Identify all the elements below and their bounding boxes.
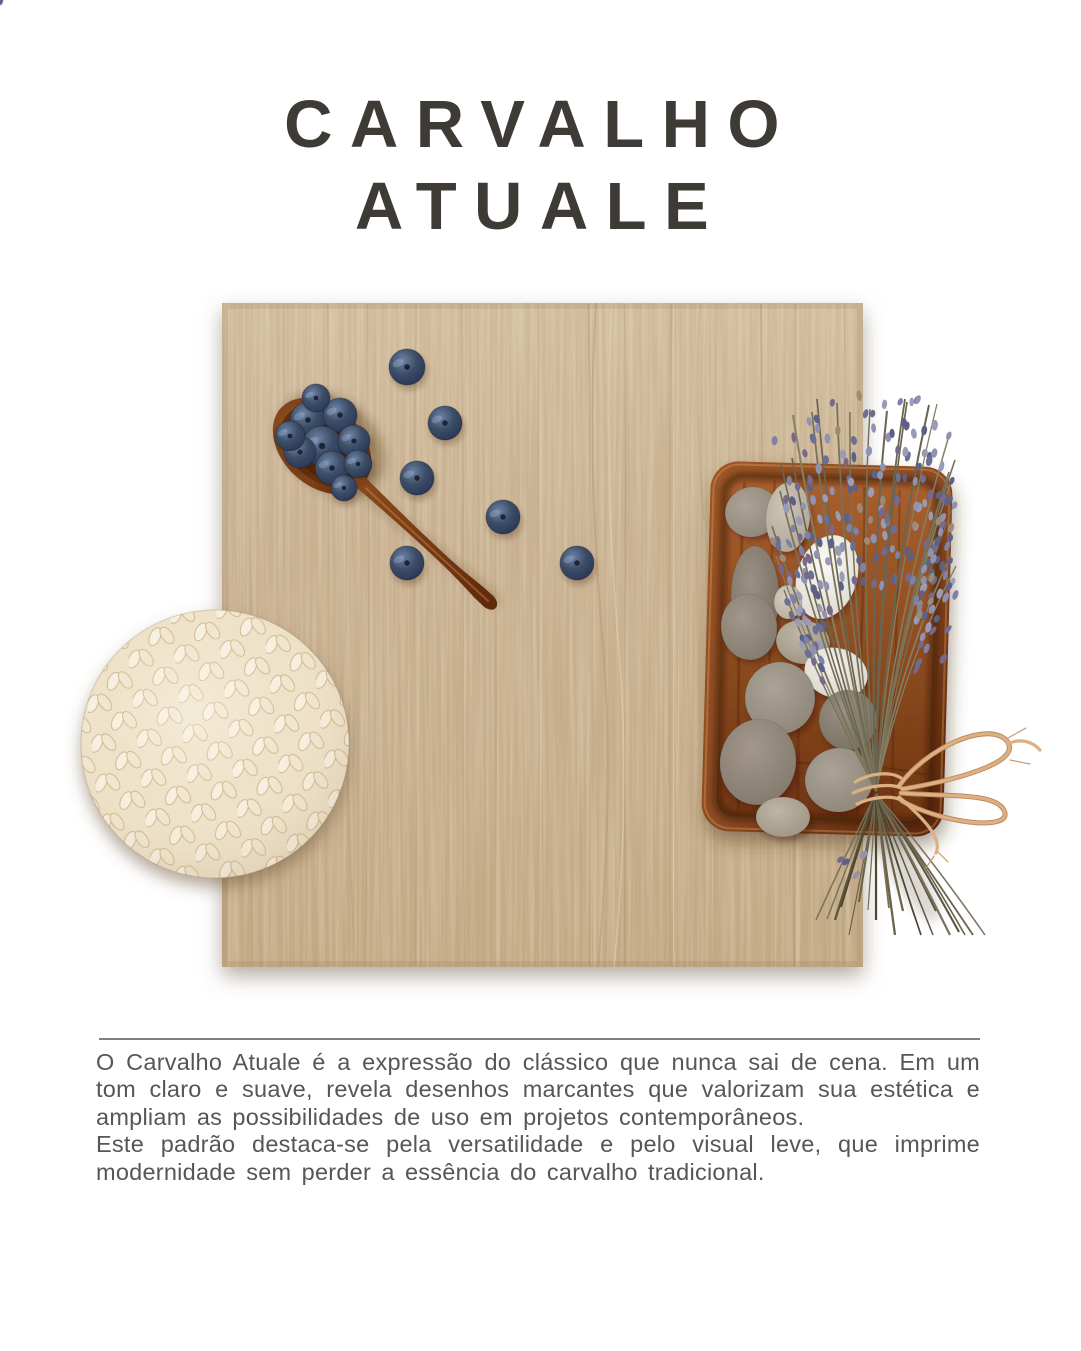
description-paragraph-1: O Carvalho Atuale é a expressão do clássico que nunca sai de cena. Em um tom claro e suave, revela desenhos marcantes que valorizam sua estética e ampliam as possibilidades de uso em projetos contemporâneos.: [96, 1049, 980, 1130]
fabric-swatch-circle: [81, 610, 349, 878]
title-line-1: CARVALHO: [284, 87, 797, 162]
product-description: [96, 1049, 980, 1186]
description-paragraph-2: Este padrão destaca-se pela versatilidade e pelo visual leve, que imprime modernidade sem perder a essência do carvalho tradicional.: [96, 1131, 980, 1185]
divider-line: [99, 1038, 980, 1040]
title-line-2: ATUALE: [354, 169, 727, 244]
